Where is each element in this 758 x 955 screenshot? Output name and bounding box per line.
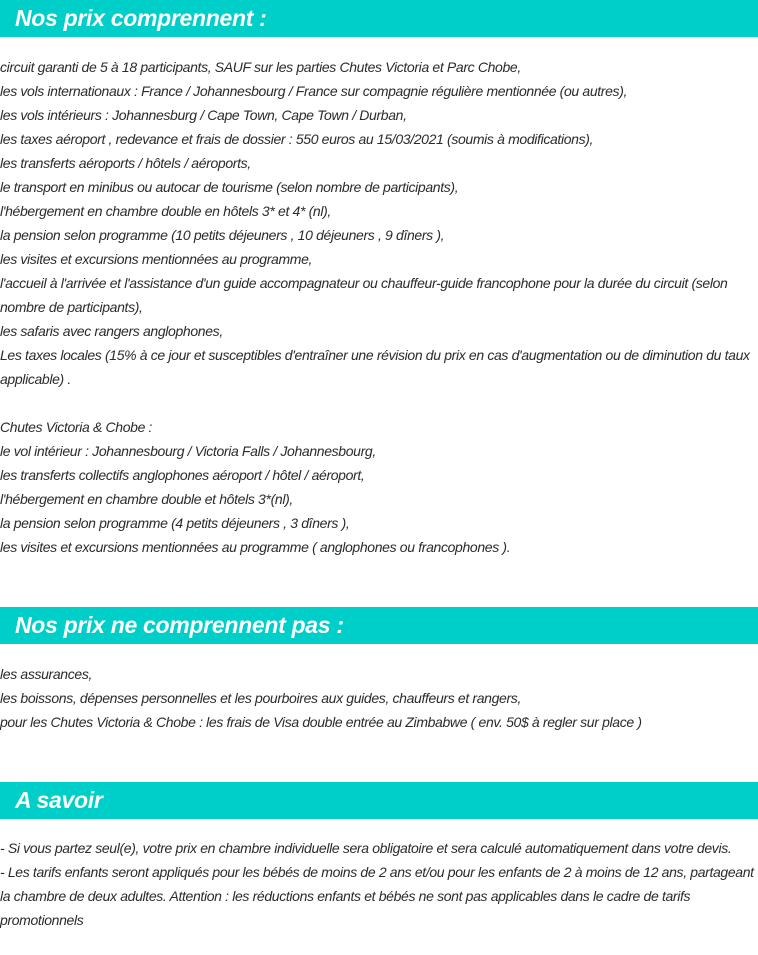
- list-item: le vol intérieur : Johannesbourg / Victoria Falls / Johannesbourg,: [0, 443, 376, 459]
- list-item: les vols internationaux : France / Johannesbourg / France sur compagnie régulière mentionnée (ou autres),: [0, 83, 628, 99]
- list-item: les taxes aéroport , redevance et frais de dossier : 550 euros au 15/03/2021 (soumis à modifications),: [0, 131, 594, 147]
- list-item: les safaris avec rangers anglophones,: [0, 323, 223, 339]
- section-title-not-included: Nos prix ne comprennent pas :: [0, 607, 758, 644]
- list-item: les boissons, dépenses personnelles et les pourboires aux guides, chauffeurs et rangers,: [0, 690, 521, 706]
- section-not-included: [0, 607, 758, 734]
- section-title-included: Nos prix comprennent :: [0, 0, 758, 37]
- list-item: pour les Chutes Victoria & Chobe : les frais de Visa double entrée au Zimbabwe ( env. 50$ à regler sur place ): [0, 714, 642, 730]
- included-list: [0, 55, 758, 559]
- good-to-know-list: [0, 836, 758, 932]
- list-item: le transport en minibus ou autocar de tourisme (selon nombre de participants),: [0, 179, 459, 195]
- list-item: les vols intérieurs : Johannesburg / Cape Town, Cape Town / Durban,: [0, 107, 407, 123]
- subsection-heading-victoria-chobe: Chutes Victoria & Chobe :: [0, 419, 153, 435]
- list-item: les visites et excursions mentionnées au programme ( anglophones ou francophones ).: [0, 539, 511, 555]
- list-item: - Les tarifs enfants seront appliqués pour les bébés de moins de 2 ans et/ou pour les enfants de 2 à moins de 12 ans, partageant la chambre de deux adultes. Attention : les réductions enfants et bébés ne sont pas applicables dans le cadre de tarifs promotionnels: [0, 864, 754, 928]
- list-item: les transferts collectifs anglophones aéroport / hôtel / aéroport,: [0, 467, 365, 483]
- list-item: - Si vous partez seul(e), votre prix en chambre individuelle sera obligatoire et sera calculé automatiquement dans votre devis.: [0, 840, 732, 856]
- list-item: la pension selon programme (4 petits déjeuners , 3 dîners ),: [0, 515, 350, 531]
- spacer: [0, 391, 754, 415]
- list-item: circuit garanti de 5 à 18 participants, SAUF sur les parties Chutes Victoria et Parc Chobe,: [0, 59, 521, 75]
- list-item: la pension selon programme (10 petits déjeuners , 10 déjeuners , 9 dîners ),: [0, 227, 445, 243]
- list-item: les visites et excursions mentionnées au programme,: [0, 251, 313, 267]
- not-included-list: [0, 662, 758, 734]
- list-item: Les taxes locales (15% à ce jour et susceptibles d'entraîner une révision du prix en cas d'augmentation ou de diminution du taux applicable) .: [0, 347, 750, 387]
- list-item: l'accueil à l'arrivée et l'assistance d'un guide accompagnateur ou chauffeur-guide francophone pour la durée du circuit (selon nombre de participants),: [0, 275, 728, 315]
- list-item: les assurances,: [0, 666, 93, 682]
- list-item: l'hébergement en chambre double et hôtels 3*(nl),: [0, 491, 293, 507]
- section-good-to-know: [0, 782, 758, 932]
- list-item: l'hébergement en chambre double en hôtels 3* et 4* (nl),: [0, 203, 331, 219]
- section-title-good-to-know: A savoir: [0, 782, 758, 819]
- list-item: les transferts aéroports / hôtels / aéroports,: [0, 155, 251, 171]
